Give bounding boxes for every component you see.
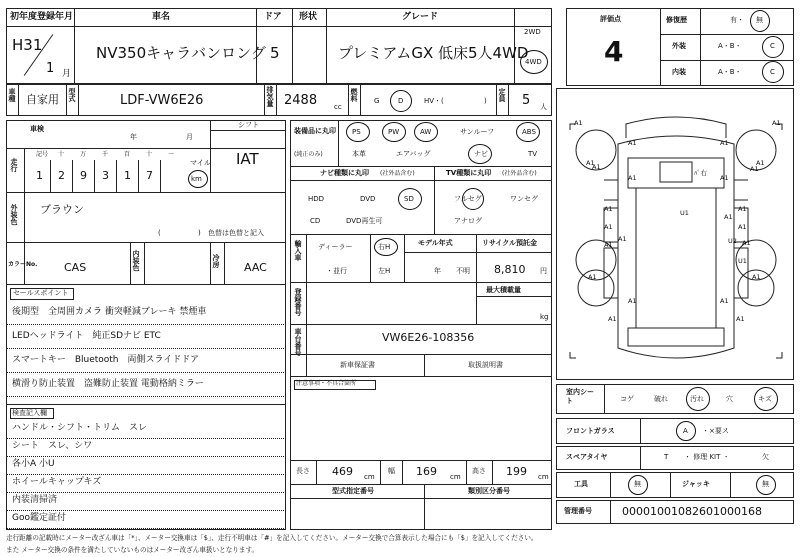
recycle-value: 8,810 xyxy=(494,263,526,276)
interior-label: 内装 xyxy=(672,68,686,76)
damage-mark: A1 xyxy=(592,163,601,171)
equipment-item: ABS xyxy=(522,128,536,136)
shift-value: IAT xyxy=(236,150,259,168)
damage-mark: A1 xyxy=(772,119,781,127)
mileage-digit: 2 xyxy=(58,169,65,182)
damage-mark: A1 xyxy=(756,159,765,167)
interior-item: 汚れ xyxy=(690,395,704,403)
color-paren-open: ( xyxy=(158,229,161,237)
warranty-label: 新車保証書 xyxy=(340,361,375,369)
drive-4wd: 4WD xyxy=(525,58,542,66)
damage-note: ﾊﾟ右 xyxy=(694,169,707,177)
jack-value: 無 xyxy=(762,480,769,488)
management-label: 管理番号 xyxy=(564,507,592,515)
import-right: 右H xyxy=(378,243,391,251)
type-cert-label: 型式指定番号 xyxy=(332,487,374,495)
footer-line2: また メーター交換の条件を満たしていないものはメーター改ざん車扱いとなります。 xyxy=(6,546,259,554)
model-label: 型式 xyxy=(68,88,76,102)
mileage-digit-label: 百 xyxy=(124,151,131,158)
tv-item: フルセグ xyxy=(454,195,482,203)
inspector-line: ホイールキャップキズ xyxy=(12,477,102,487)
equipment-item: TV xyxy=(528,150,538,158)
footer-line1: 走行距離の記載時にメーター改ざん車は「*」、メーター交換車は「$」、走行不明車は「#」を記入してください。メーター交換で合算表示した場合にも「$」を記入してください。 xyxy=(6,534,538,542)
model-value: LDF-VW6E26 xyxy=(120,93,204,108)
nav-sub: (社外品含む) xyxy=(380,170,415,177)
damage-mark: U2 xyxy=(728,237,737,245)
nav-item: SD xyxy=(404,195,414,203)
mileage-digit: 7 xyxy=(146,169,153,182)
equipment-item: PW xyxy=(388,128,400,136)
capacity-label: 定員 xyxy=(498,88,506,102)
score-value: 4 xyxy=(604,35,624,68)
inspector-line: シート スレ、シワ xyxy=(12,441,93,451)
damage-mark: A1 xyxy=(604,205,613,213)
mileage-digit: 3 xyxy=(102,169,109,182)
interior-color-label: 内装色 xyxy=(132,250,140,271)
mileage-digit-label: 十 xyxy=(146,151,153,158)
damage-mark: A1 xyxy=(752,273,761,281)
damage-mark: A1 xyxy=(738,223,747,231)
interior-seat-label: 室内シート xyxy=(566,388,594,406)
interior-item: 破れ xyxy=(654,395,668,403)
registration-label: 登録番号 xyxy=(294,288,302,316)
color-note: 色替は色替と記入 xyxy=(208,229,264,237)
month-unit: 月 xyxy=(62,69,72,79)
windshield-label: フロントガラス xyxy=(566,427,615,435)
damage-mark: A1 xyxy=(742,239,751,247)
inspector-line: Goo鑑定証付 xyxy=(12,513,66,523)
door-label: ドア xyxy=(264,12,282,22)
inspector-line: 内装清掃済 xyxy=(12,495,58,505)
displacement-value: 2488 xyxy=(284,93,318,108)
exterior-grades: A・B・ xyxy=(718,42,742,50)
sales-point-line: 横滑り防止装置 盗難防止装置 電動格納ミラー xyxy=(12,379,204,389)
sales-point-line: 後期型 全周囲カメラ 衝突軽減ブレーキ 禁煙車 xyxy=(12,307,207,317)
sales-point-line: スマートキー Bluetooth 両側スライドドア xyxy=(12,355,199,365)
shift-label: シフト xyxy=(238,121,259,129)
color-paren-close: ) xyxy=(198,229,201,237)
fuel-label: 燃料 xyxy=(350,88,358,102)
length-value: 469 xyxy=(332,465,353,478)
damage-mark: U1 xyxy=(680,209,689,217)
mileage-unit-label: マイル xyxy=(190,159,211,167)
ac-value: AAC xyxy=(244,261,267,274)
spare-label: スペアタイヤ xyxy=(566,453,608,461)
mileage-digit-label: 一 xyxy=(168,151,175,158)
chassis-label: 車台番号 xyxy=(294,328,302,356)
interior-item: コゲ xyxy=(620,395,634,403)
damage-mark: A1 xyxy=(750,165,759,173)
import-dealer: ディーラー xyxy=(318,243,353,251)
import-left: 左H xyxy=(378,267,391,275)
equipment-item: サンルーフ xyxy=(460,128,495,136)
capacity-unit: 人 xyxy=(540,103,547,111)
sales-point-line: LEDヘッドライト 純正SDナビ ETC xyxy=(12,331,161,341)
inspector-line: ハンドル・シフト・トリム スレ xyxy=(12,423,148,433)
tv-item: アナログ xyxy=(454,217,482,225)
displacement-label: 排気量 xyxy=(266,86,274,107)
management-value: 00001001082601000168 xyxy=(622,505,762,518)
max-load-label: 最大積載量 xyxy=(486,286,521,294)
damage-mark: A1 xyxy=(628,297,637,305)
mileage-digit-label: 記号 xyxy=(36,151,49,158)
damage-mark: A1 xyxy=(574,119,583,127)
height-value: 199 xyxy=(506,465,527,478)
displacement-unit: cc xyxy=(334,103,342,111)
height-unit: cm xyxy=(538,473,549,481)
import-parallel: ・並行 xyxy=(326,267,347,275)
nav-item: HDD xyxy=(308,195,325,203)
mileage-label: 走行 xyxy=(10,158,18,172)
vehicle-type-label: 車種 xyxy=(8,88,16,102)
score-label: 評価点 xyxy=(600,15,621,23)
damage-mark: A1 xyxy=(720,139,729,147)
exterior-label: 外装 xyxy=(672,42,686,50)
length-label: 長さ xyxy=(296,467,310,475)
first-registration-label: 初年度登録年月 xyxy=(10,12,74,22)
nav-item: CD xyxy=(310,217,321,225)
tv-item: ワンセグ xyxy=(510,195,538,203)
repair-yes: 有・ xyxy=(730,16,744,24)
width-value: 169 xyxy=(416,465,437,478)
mileage-unit-km: km xyxy=(191,175,202,183)
max-load-unit: kg xyxy=(540,313,549,321)
equipment-label: 装備品に丸印 xyxy=(294,127,336,135)
nav-label: ナビ種類に丸印 xyxy=(320,169,369,177)
fuel-d: D xyxy=(398,97,404,105)
equipment-item: ナビ xyxy=(474,150,488,158)
category-label: 類別区分番号 xyxy=(468,487,510,495)
interior-item: キズ xyxy=(758,395,772,403)
fuel-g: G xyxy=(374,97,380,105)
mileage-digit-label: 千 xyxy=(102,151,109,158)
damage-mark: A1 xyxy=(618,235,627,243)
capacity-value: 5 xyxy=(522,93,531,108)
damage-mark: A1 xyxy=(608,315,617,323)
month-value: 1 xyxy=(46,61,55,76)
recycle-unit: 円 xyxy=(540,267,547,275)
damage-mark: A1 xyxy=(720,174,729,182)
import-label: 輸入車 xyxy=(294,240,302,261)
color-no-label: カラーNo. xyxy=(8,261,38,268)
nav-item: DVD再生可 xyxy=(346,217,383,225)
interior-item: 穴 xyxy=(726,395,733,403)
repair-no: 無 xyxy=(756,16,763,24)
sales-point-label: セールスポイント xyxy=(13,289,69,297)
exterior-color-value: ブラウン xyxy=(40,203,84,216)
grade-value: プレミアムGX 低床5人4WD xyxy=(338,44,529,62)
damage-mark: A1 xyxy=(588,273,597,281)
model-year-unit: 年 xyxy=(434,267,441,275)
equipment-item: AW xyxy=(420,128,432,136)
vehicle-type-value: 自家用 xyxy=(26,93,59,106)
fuel-close: ) xyxy=(484,97,487,105)
door-value: 5 xyxy=(270,44,280,62)
damage-mark: A1 xyxy=(738,205,747,213)
damage-mark: A1 xyxy=(586,159,595,167)
tv-label: TV種類に丸印 xyxy=(446,169,492,177)
equipment-sub: (純正のみ) xyxy=(294,151,323,158)
manual-label: 取扱説明書 xyxy=(468,361,503,369)
interior-grades: A・B・ xyxy=(718,68,742,76)
tools-value: 無 xyxy=(634,480,641,488)
ac-label: 冷房 xyxy=(212,254,220,268)
mileage-digit: 9 xyxy=(80,169,87,182)
width-unit: cm xyxy=(450,473,461,481)
mileage-digit-label: 万 xyxy=(80,151,87,158)
interior-c: C xyxy=(770,68,775,76)
equipment-item: PS xyxy=(352,128,361,136)
model-year-label: モデル年式 xyxy=(418,239,453,247)
damage-mark: A1 xyxy=(604,241,613,249)
spare-none: 欠 xyxy=(762,453,769,461)
mileage-digit: 1 xyxy=(124,169,131,182)
height-label: 高さ xyxy=(472,467,486,475)
fuel-hv: HV・( xyxy=(424,97,444,105)
inspection-year-unit: 年 xyxy=(130,133,137,141)
equipment-item: エアバッグ xyxy=(396,150,431,158)
era-value: H31 xyxy=(12,36,43,54)
nav-item: DVD xyxy=(360,195,376,203)
damage-mark: A1 xyxy=(736,315,745,323)
grade-label: グレード xyxy=(402,12,439,22)
model-year-value: 不明 xyxy=(456,267,470,275)
mileage-digit: 1 xyxy=(36,169,43,182)
damage-mark: A1 xyxy=(724,213,733,221)
car-diagram xyxy=(556,88,794,380)
inspection-label: 車検 xyxy=(30,125,44,133)
equipment-item: 本革 xyxy=(352,150,366,158)
width-label: 幅 xyxy=(388,467,395,475)
tools-label: 工具 xyxy=(574,480,588,488)
car-name-value: NV350キャラバンロング xyxy=(96,44,266,62)
mileage-digit-label: 十 xyxy=(58,151,65,158)
exterior-color-label: 外装色 xyxy=(10,204,18,225)
row2 xyxy=(6,84,552,116)
spare-t: T xyxy=(664,453,669,461)
tv-sub: (社外品含む) xyxy=(502,170,537,177)
spare-kit: ・ 修理 KIT ・ xyxy=(684,453,730,461)
repair-label: 修復歴 xyxy=(666,16,687,24)
color-no-value: CAS xyxy=(64,261,87,274)
chassis-value: VW6E26-108356 xyxy=(382,331,475,344)
shape-label: 形状 xyxy=(299,12,318,22)
car-name-label: 車名 xyxy=(152,12,171,22)
inspector-line: 各小A 小U xyxy=(12,459,55,469)
damage-mark: A1 xyxy=(628,174,637,182)
damage-mark: A1 xyxy=(720,297,729,305)
jack-label: ジャッキ xyxy=(682,480,710,488)
windshield-a: A xyxy=(683,427,688,435)
inspection-month-unit: 月 xyxy=(186,133,193,141)
length-unit: cm xyxy=(364,473,375,481)
damage-mark: A1 xyxy=(604,223,613,231)
recycle-label: リサイクル預託金 xyxy=(482,239,538,247)
damage-mark: U1 xyxy=(738,257,747,265)
notes-label: 注意事項・不具合箇所 xyxy=(296,380,357,387)
inspector-label: 検査記入欄 xyxy=(12,409,47,417)
windshield-rest: ・×要ス xyxy=(702,427,729,435)
drive-2wd: 2WD xyxy=(524,28,541,36)
damage-mark: A1 xyxy=(628,139,637,147)
exterior-c: C xyxy=(770,42,775,50)
